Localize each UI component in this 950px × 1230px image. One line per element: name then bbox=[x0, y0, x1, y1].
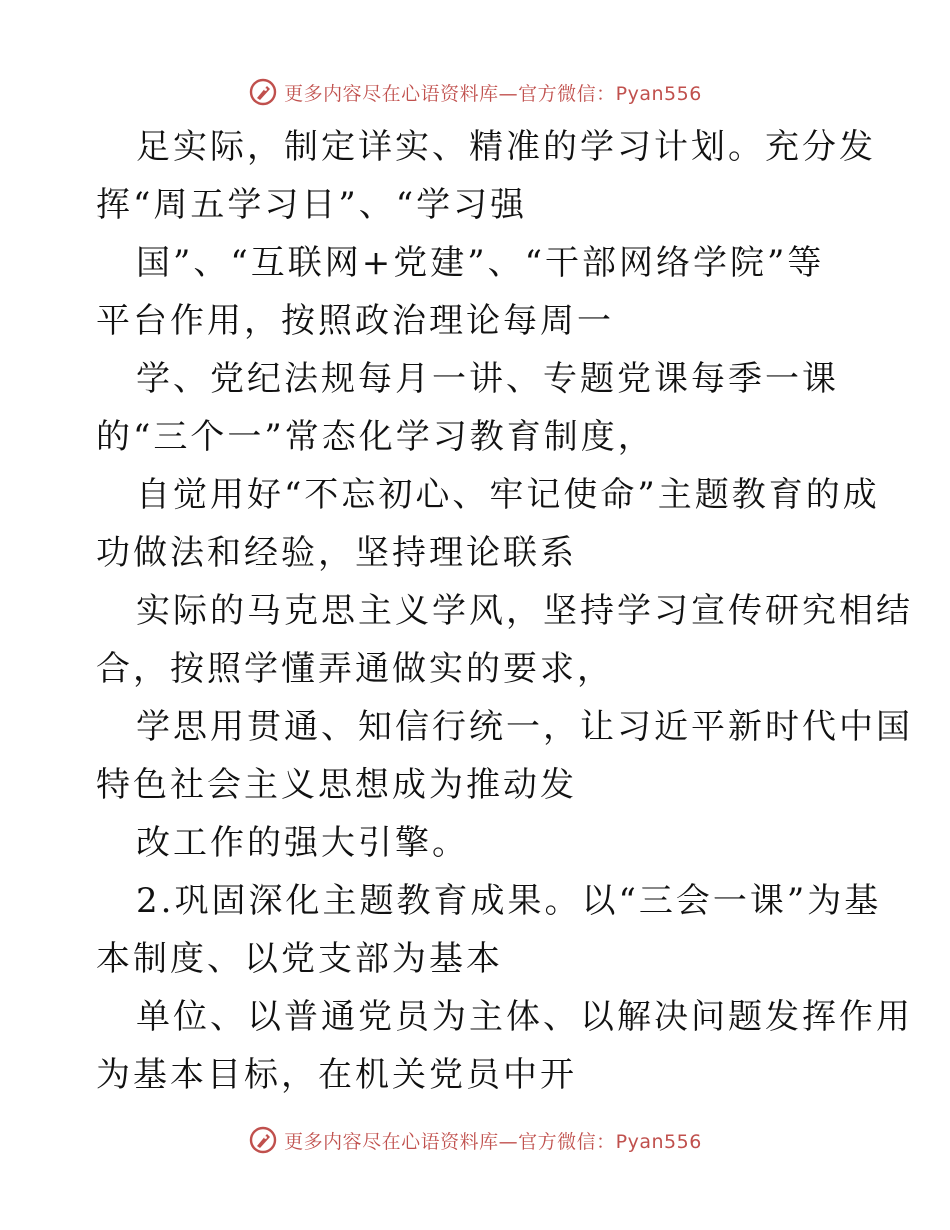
text-line: 挥“周五学习日”、“学习强 bbox=[96, 185, 528, 225]
document-body bbox=[96, 118, 913, 1104]
text-line: 国”、“互联网+党建”、“干部网络学院”等 bbox=[136, 243, 825, 283]
text-line: 学思用贯通、知信行统一，让习近平新时代中国 bbox=[136, 707, 913, 747]
text-line: 学、党纪法规每月一讲、专题党课每季一课 bbox=[136, 359, 839, 399]
text-line: 合，按照学懂弄通做实的要求， bbox=[96, 649, 614, 689]
text-line: 为基本目标，在机关党员中开 bbox=[96, 1055, 577, 1095]
text-line: 2.巩固深化主题教育成果。以“三会一课”为基 bbox=[136, 881, 882, 921]
pen-nib-logo-icon bbox=[248, 77, 278, 107]
text-line: 的“三个一”常态化学习教育制度， bbox=[96, 417, 655, 457]
text-line: 实际的马克思主义学风，坚持学习宣传研究相结 bbox=[136, 591, 913, 631]
text-line: 自觉用好“不忘初心、牢记使命”主题教育的成 bbox=[136, 475, 880, 515]
text-line: 功做法和经验，坚持理论联系 bbox=[96, 533, 577, 573]
footer-watermark bbox=[0, 1120, 950, 1160]
watermark-text: 更多内容尽在心语资料库—官方微信：Pyan556 bbox=[284, 82, 702, 105]
text-line: 足实际，制定详实、精准的学习计划。充分发 bbox=[136, 127, 876, 167]
text-line: 改工作的强大引擎。 bbox=[136, 823, 469, 863]
text-line: 平台作用，按照政治理论每周一 bbox=[96, 301, 614, 341]
text-line: 单位、以普通党员为主体、以解决问题发挥作用 bbox=[136, 997, 913, 1037]
watermark-text: 更多内容尽在心语资料库—官方微信：Pyan556 bbox=[284, 1130, 702, 1153]
text-line: 特色社会主义思想成为推动发 bbox=[96, 765, 577, 805]
text-line: 本制度、以党支部为基本 bbox=[96, 939, 503, 979]
header-watermark bbox=[0, 72, 950, 112]
pen-nib-logo-icon bbox=[248, 1125, 278, 1155]
